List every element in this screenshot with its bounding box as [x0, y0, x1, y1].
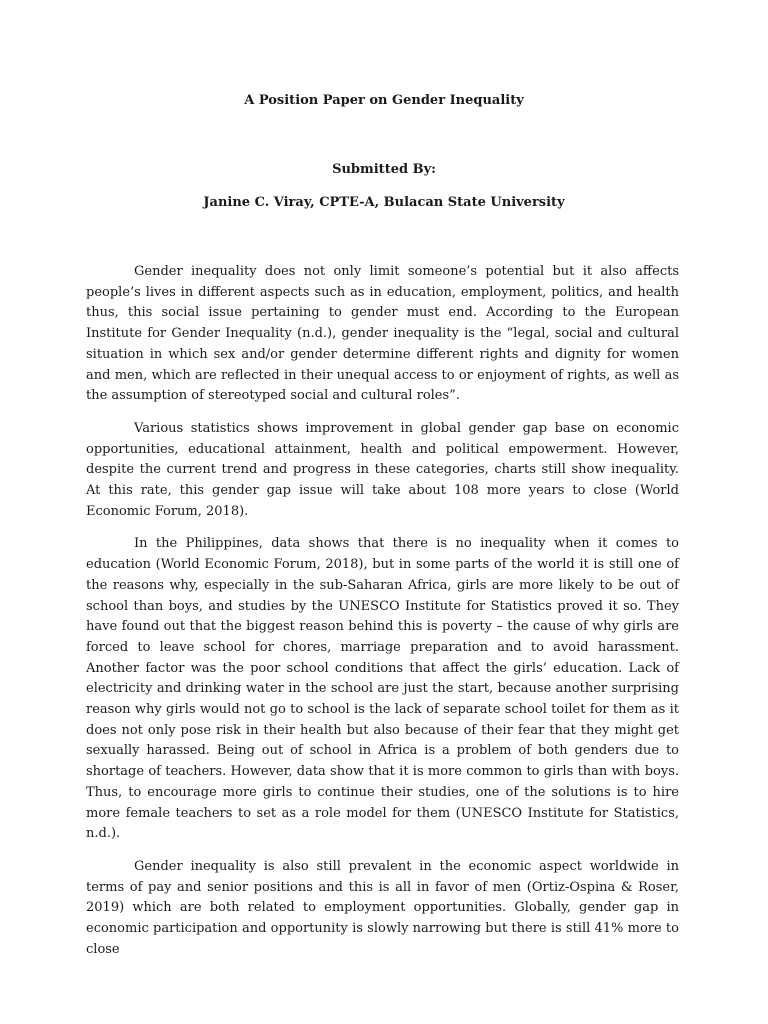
author-line: Janine C. Viray, CPTE-A, Bulacan State University [203, 195, 565, 210]
document-title: A Position Paper on Gender Inequality [244, 93, 524, 108]
paragraph-3: In the Philippines, data shows that there is no inequality when it comes to education (World Economic Forum, 2018), but in some parts of the world it is still one of the reasons why, especially in the sub-Saharan Africa, girls are more likely to be out of school than boys, and studies by the UNESCO Institute for Statistics proved it so. They have found out that the biggest reason behind this is poverty – the cause of why girls are forced to leave school for chores, marriage preparation and to avoid harassment. Another factor was the poor school conditions that affect the girls’ education. Lack of electricity and drinking water in the school are just the start, because another surprising reason why girls would not go to school is the lack of separate school toilet for them as it does not only pose risk in their health but also because of their fear that they might get sexually harassed. Being out of school in Africa is a problem of both genders due to shortage of teachers. However, data show that it is more common to girls than with boys. Thus, to encourage more girls to continue their studies, one of the solutions is to hire more female teachers to set as a role model for them (UNESCO Institute for Statistics, n.d.). [86, 536, 679, 842]
submitted-by-label: Submitted By: [332, 162, 436, 177]
paragraph-4: Gender inequality is also still prevalent in the economic aspect worldwide in terms of pay and senior positions and this is all in favor of men (Ortiz-Ospina & Roser, 2019) which are both related to employment opportunities. Globally, gender gap in economic participation and opportunity is slowly narrowing but there is still 41% more to close [86, 858, 679, 957]
paragraph-2: Various statistics shows improvement in global gender gap base on economic opportunities, educational attainment, health and political empowerment. However, despite the current trend and progress in these categories, charts still show inequality. At this rate, this gender gap issue will take about 108 more years to close (World Economic Forum, 2018). [86, 420, 679, 519]
paragraph-1: Gender inequality does not only limit someone’s potential but it also affects people’s lives in different aspects such as in education, employment, politics, and health thus, this social issue pertaining to gender must end. According to the European Institute for Gender Inequality (n.d.), gender inequality is the “legal, social and cultural situation in which sex and/or gender determine different rights and dignity for women and men, which are reflected in their unequal access to or enjoyment of rights, as well as the assumption of stereotyped social and cultural roles”. [86, 264, 679, 404]
body-text [86, 262, 679, 973]
